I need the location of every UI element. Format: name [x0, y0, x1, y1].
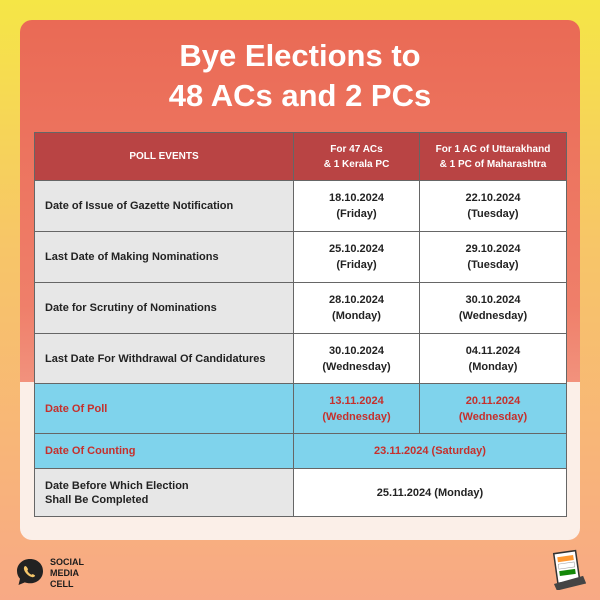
logo-text-line-2: MEDIA	[50, 568, 79, 578]
day: (Tuesday)	[467, 259, 519, 271]
date: 25.10.2024	[328, 243, 385, 255]
election-commission-logo-icon	[548, 548, 586, 590]
table-row	[35, 232, 567, 283]
col-2-value	[420, 181, 567, 232]
logo-text-line-1: SOCIAL	[50, 557, 85, 567]
day: (Wednesday)	[322, 410, 391, 423]
social-media-cell-logo-icon	[14, 556, 46, 588]
date: 13.11.2024	[329, 394, 384, 407]
header-poll-events: POLL EVENTS	[35, 133, 294, 181]
col-2-value	[420, 232, 567, 283]
schedule-table	[34, 132, 567, 517]
date: 20.11.2024	[465, 394, 521, 407]
col-1-value	[294, 384, 420, 434]
col-1-value	[294, 334, 420, 384]
col-2-value	[420, 283, 567, 334]
day: (Monday)	[332, 310, 381, 322]
date: 28.10.2024	[328, 294, 385, 306]
day: (Friday)	[336, 208, 377, 220]
event-label-line-1: Date Before Which Election	[45, 479, 189, 492]
table-row	[35, 283, 567, 334]
event-label: Last Date of Making Nominations	[35, 232, 294, 283]
col-1-value	[294, 232, 420, 283]
table-row-completion	[35, 469, 567, 517]
page-title	[20, 36, 580, 116]
header-col-1-line-1: For 47 ACs	[330, 143, 383, 155]
header-col-2-line-1: For 1 AC of Uttarakhand	[435, 143, 551, 155]
date: 30.10.2024	[465, 294, 521, 306]
day: (Wednesday)	[322, 360, 391, 373]
table-row-counting	[35, 434, 567, 469]
event-label: Date Of Counting	[35, 434, 294, 469]
date: 30.10.2024	[328, 344, 385, 357]
event-label: Date of Issue of Gazette Notification	[35, 181, 294, 232]
table-row	[35, 181, 567, 232]
event-label	[35, 469, 294, 517]
col-1-value	[294, 283, 420, 334]
event-label: Date for Scrutiny of Nominations	[35, 283, 294, 334]
date: 18.10.2024	[328, 192, 385, 204]
day: (Wednesday)	[458, 310, 528, 322]
counting-value: 23.11.2024 (Saturday)	[294, 434, 567, 469]
header-col-1-line-2: & 1 Kerala PC	[323, 158, 390, 170]
col-1-value	[294, 181, 420, 232]
day: (Tuesday)	[467, 208, 519, 220]
col-2-value	[420, 334, 567, 384]
table-header-row	[35, 133, 567, 181]
day: (Monday)	[468, 360, 518, 373]
date: 22.10.2024	[465, 192, 521, 204]
day: (Friday)	[336, 259, 377, 271]
header-col-2-line-2: & 1 PC of Maharashtra	[439, 158, 547, 170]
table-row-poll	[35, 384, 567, 434]
col-2-value	[420, 384, 567, 434]
title-line-1: Bye Elections to	[179, 38, 421, 73]
event-label: Date Of Poll	[35, 384, 294, 434]
title-line-2: 48 ACs and 2 PCs	[168, 78, 432, 113]
logo-text	[50, 557, 84, 590]
event-label-line-2: Shall Be Completed	[45, 493, 149, 506]
table-row	[35, 334, 567, 384]
event-label: Last Date For Withdrawal Of Candidatures	[35, 334, 294, 384]
date: 04.11.2024	[465, 344, 521, 357]
header-col-1	[294, 133, 420, 181]
day: (Wednesday)	[458, 410, 528, 423]
completion-value: 25.11.2024 (Monday)	[294, 469, 567, 517]
header-col-2	[420, 133, 567, 181]
logo-text-line-3: CELL	[50, 579, 74, 589]
date: 29.10.2024	[465, 243, 521, 255]
